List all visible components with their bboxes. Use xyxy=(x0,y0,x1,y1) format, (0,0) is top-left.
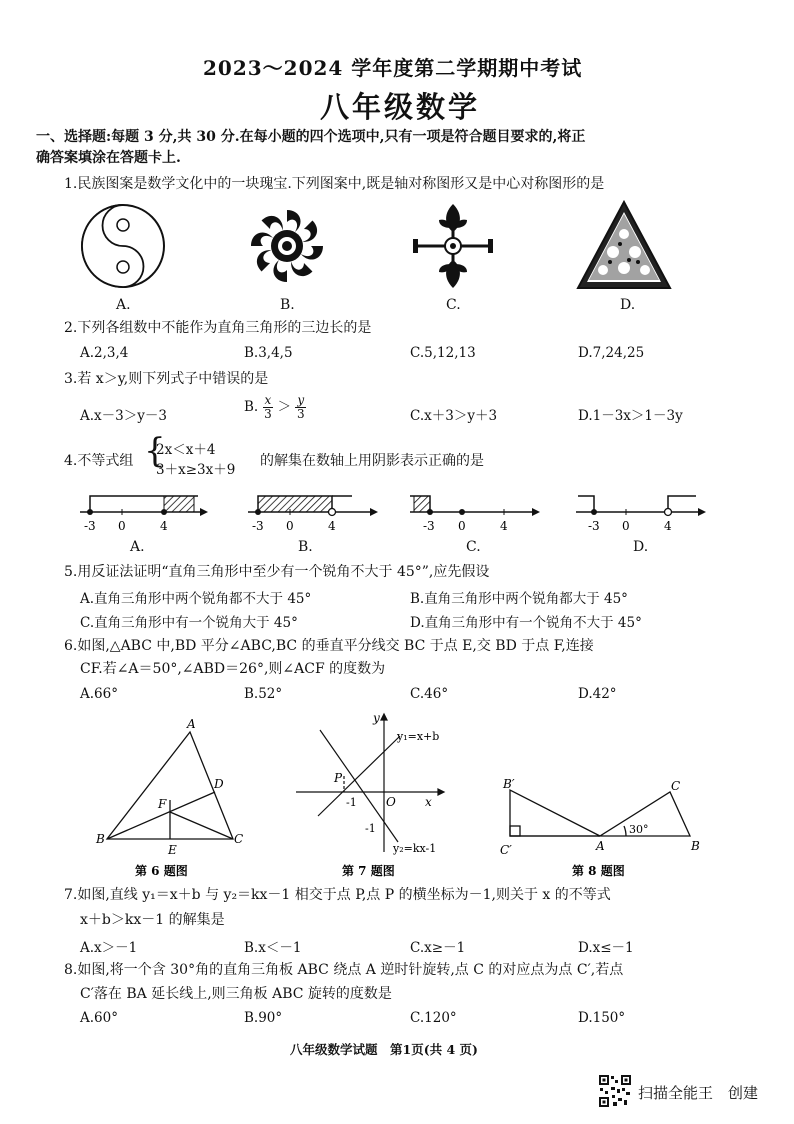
q3-stem: 3.若 x＞y,则下列式子中错误的是 xyxy=(64,371,269,387)
fig7-caption: 第 7 题图 xyxy=(342,864,395,878)
q4-stem-post: 的解集在数轴上用阴影表示正确的是 xyxy=(260,453,484,469)
fig6-label-d: D xyxy=(214,777,224,791)
tick-c-0: 0 xyxy=(458,519,466,533)
q8-option-c: C.120° xyxy=(410,1010,457,1026)
q2-stem: 2.下列各组数中不能作为直角三角形的三边长的是 xyxy=(64,320,372,336)
q3-frac-x-den: 3 xyxy=(264,407,272,421)
tick-a-neg3: -3 xyxy=(84,519,96,533)
q3-option-a: A.x－3＞y－3 xyxy=(80,408,167,424)
q6-option-a: A.66° xyxy=(80,686,118,702)
fig6-label-c: C xyxy=(234,832,244,846)
q1-label-a: A. xyxy=(116,297,131,313)
tick-c-4: 4 xyxy=(500,519,508,533)
number-line-a xyxy=(80,496,208,516)
q5-option-c: C.直角三角形中有一个锐角大于 45° xyxy=(80,615,298,631)
number-line-c xyxy=(410,496,540,516)
fig7-line1-label: y₁=x+b xyxy=(397,730,440,743)
fig7-line2-label: y₂=kx-1 xyxy=(393,842,437,855)
tick-d-0: 0 xyxy=(622,519,630,533)
flower-pattern xyxy=(251,210,323,282)
fig7-neg1-x: -1 xyxy=(346,796,357,809)
q2-option-b: B.3,4,5 xyxy=(244,345,293,361)
fig7-x-axis: x xyxy=(425,795,432,809)
tick-b-4: 4 xyxy=(328,519,336,533)
q3-option-b-label: B. xyxy=(244,399,259,415)
q3-option-c: C.x＋3＞y＋3 xyxy=(410,408,498,424)
section-instructions-line2: 确答案填涂在答题卡上. xyxy=(36,150,181,166)
figure-8-triangles xyxy=(510,790,690,836)
number-line-d xyxy=(576,496,706,516)
q6-line2: CF.若∠A＝50°,∠ABD＝26°,则∠ACF 的度数为 xyxy=(80,661,386,677)
subject-title: 八年级数学 xyxy=(320,90,481,124)
fig7-y-axis: y xyxy=(373,712,380,725)
q2-option-c: C.5,12,13 xyxy=(410,345,476,361)
number-line-b xyxy=(248,496,378,516)
q6-option-b: B.52° xyxy=(244,686,283,702)
q3-frac-y xyxy=(295,394,306,421)
fig6-label-e: E xyxy=(168,843,177,857)
q8-option-b: B.90° xyxy=(244,1010,283,1026)
fig7-origin: O xyxy=(386,795,396,809)
q5-option-b: B.直角三角形中两个锐角都大于 45° xyxy=(410,591,628,607)
q3-frac-y-num: y xyxy=(297,393,305,407)
fig6-label-a: A xyxy=(187,717,196,731)
q4-brace: { xyxy=(144,431,166,471)
fig8-angle-label: 30° xyxy=(629,823,649,836)
q1-label-d: D. xyxy=(620,297,636,313)
q1-label-c: C. xyxy=(446,297,461,313)
q3-frac-x-num: x xyxy=(264,393,272,407)
q7-option-d: D.x≤－1 xyxy=(578,940,634,956)
q8-line1: 8.如图,将一个含 30°角的直角三角板 ABC 绕点 A 逆时针旋转,点 C 的对应点为点 C′,若点 xyxy=(64,962,624,978)
tick-b-neg3: -3 xyxy=(252,519,264,533)
q8-line2: C′落在 BA 延长线上,则三角板 ABC 旋转的度数是 xyxy=(80,986,392,1002)
section-instructions-line1: 一、选择题:每题 3 分,共 30 分.在每小题的四个选项中,只有一项是符合题目要求的,将正 xyxy=(36,129,586,145)
q3-frac-x xyxy=(263,394,274,421)
q5-option-d: D.直角三角形中有一个锐角不大于 45° xyxy=(410,615,642,631)
q5-stem: 5.用反证法证明“直角三角形中至少有一个锐角不大于 45°”,应先假设 xyxy=(64,564,490,580)
q3-option-b xyxy=(244,394,306,421)
q6-option-d: D.42° xyxy=(578,686,617,702)
q1-stem: 1.民族图案是数学文化中的一块瑰宝.下列图案中,既是轴对称图形又是中心对称图形的是 xyxy=(64,176,605,192)
page-info: 八年级数学试题 第1页(共 4 页) xyxy=(290,1042,478,1057)
tick-b-0: 0 xyxy=(286,519,294,533)
q1-figures xyxy=(75,200,765,300)
q3-frac-y-den: 3 xyxy=(296,407,305,421)
scanner-watermark: 扫描全能王 创建 xyxy=(638,1084,759,1102)
q8-option-d: D.150° xyxy=(578,1010,626,1026)
exam-title: 2023～2024 学年度第二学期期中考试 xyxy=(203,56,583,80)
fig8-label-cprime: C′ xyxy=(500,843,512,857)
fig8-caption: 第 8 题图 xyxy=(572,864,625,878)
q6-line1: 6.如图,△ABC 中,BD 平分∠ABC,BC 的垂直平分线交 BC 于点 E,交 BD 于点 F,连接 xyxy=(64,638,594,654)
q1-label-b: B. xyxy=(280,297,295,313)
q4-inequality-2: 3＋x≥3x＋9 xyxy=(156,462,236,478)
fig8-label-bprime: B′ xyxy=(503,777,515,791)
q2-option-d: D.7,24,25 xyxy=(578,345,645,361)
q5-option-a: A.直角三角形中两个锐角都不大于 45° xyxy=(80,591,312,607)
q4-label-d: D. xyxy=(633,539,649,555)
tick-a-0: 0 xyxy=(118,519,126,533)
q7-line2: x＋b＞kx－1 的解集是 xyxy=(80,912,225,928)
q6-option-c: C.46° xyxy=(410,686,449,702)
q7-option-b: B.x＜－1 xyxy=(244,940,302,956)
q8-option-a: A.60° xyxy=(80,1010,118,1026)
fig6-caption: 第 6 题图 xyxy=(135,864,188,878)
fig6-label-f: F xyxy=(158,797,167,811)
q7-line1: 7.如图,直线 y₁＝x＋b 与 y₂＝kx－1 相交于点 P,点 P 的横坐标为－1,则关于 x 的不等式 xyxy=(64,887,611,903)
fig6-label-b: B xyxy=(96,832,105,846)
fig8-label-c: C xyxy=(671,779,681,793)
q4-stem-pre: 4.不等式组 xyxy=(64,453,134,469)
fig7-point-p: P xyxy=(334,771,343,785)
fig8-label-a: A xyxy=(596,839,605,853)
q4-inequality-1: 2x＜x＋4 xyxy=(156,442,216,458)
q7-option-c: C.x≥－1 xyxy=(410,940,466,956)
fig8-label-b: B xyxy=(691,839,700,853)
fig7-neg1-y: -1 xyxy=(365,822,376,835)
figures-6-7-8 xyxy=(90,712,710,880)
tick-d-4: 4 xyxy=(664,519,672,533)
qr-code-icon xyxy=(598,1074,632,1108)
q2-option-a: A.2,3,4 xyxy=(80,345,129,361)
tick-d-neg3: -3 xyxy=(588,519,600,533)
q3-gt-sign: ＞ xyxy=(277,399,292,415)
q4-label-a: A. xyxy=(130,539,145,555)
q4-number-lines xyxy=(70,486,730,536)
yin-yang-pattern xyxy=(82,205,164,287)
q3-option-d: D.1－3x＞1－3y xyxy=(578,408,683,424)
q4-label-c: C. xyxy=(466,539,481,555)
q4-label-b: B. xyxy=(298,539,313,555)
tick-a-4: 4 xyxy=(160,519,168,533)
cross-ornament-pattern xyxy=(413,204,493,288)
tick-c-neg3: -3 xyxy=(423,519,435,533)
triangle-pattern xyxy=(578,202,670,288)
q7-option-a: A.x＞－1 xyxy=(80,940,138,956)
